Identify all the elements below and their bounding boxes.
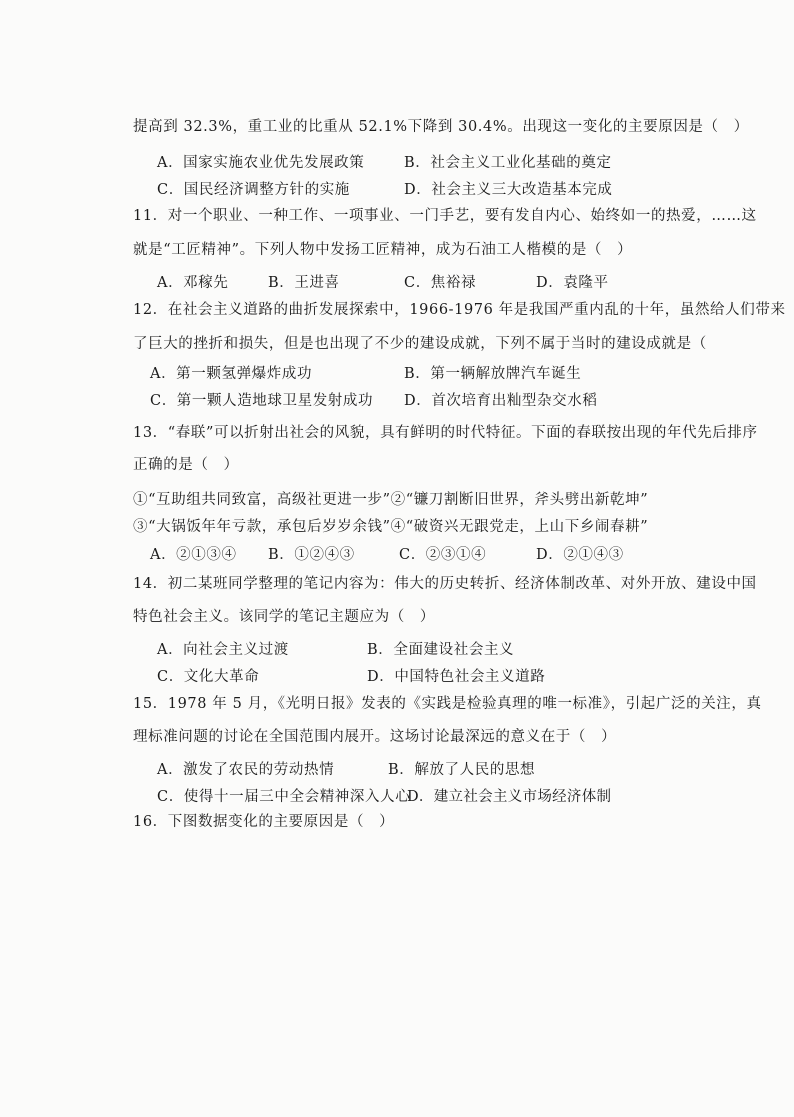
q10-option-d: D．社会主义三大改造基本完成: [404, 182, 613, 198]
q13-option-d: D．②①④③: [536, 547, 624, 563]
q13-line-1: 13．“春联”可以折射出社会的风貌，具有鲜明的时代特征。下面的春联按出现的年代先后排序: [133, 425, 758, 441]
q16-line-1: 16．下图数据变化的主要原因是（ ）: [133, 814, 395, 830]
q15-option-b: B．解放了人民的思想: [388, 762, 536, 778]
q12-line-1: 12．在社会主义道路的曲折发展探索中，1966-1976 年是我国严重内乱的十年，虽然给人们带来: [133, 302, 786, 318]
q14-line-2: 特色社会主义。该同学的笔记主题应为（ ）: [133, 609, 435, 625]
q13-couplets-1: ①“互助组共同致富，高级社更进一步”②“镰刀割断旧世界，斧头劈出新乾坤”: [133, 492, 649, 508]
q11-line-1: 11．对一个职业、一种工作、一项事业、一门手艺，要有发自内心、始终如一的热爱，……这: [133, 208, 757, 224]
q14-line-1: 14．初二某班同学整理的笔记内容为：伟大的历史转折、经济体制改革、对外开放、建设中国: [133, 576, 757, 592]
q11-option-b: B．王进喜: [268, 275, 340, 291]
q11-option-c: C．焦裕禄: [404, 275, 477, 291]
q14-option-b: B．全面建设社会主义: [367, 642, 515, 658]
q15-option-a: A．激发了农民的劳动热情: [157, 762, 335, 778]
q13-option-c: C．②③①④: [399, 547, 487, 563]
q12-option-c: C．第一颗人造地球卫星发射成功: [150, 393, 374, 409]
q15-option-d: D．建立社会主义市场经济体制: [407, 789, 612, 805]
q14-option-a: A．向社会主义过渡: [157, 642, 289, 658]
q10-stem-tail: 提高到 32.3%，重工业的比重从 52.1%下降到 30.4%。出现这一变化的主要原因是（ ）: [133, 119, 749, 135]
q12-option-b: B．第一辆解放牌汽车诞生: [404, 366, 582, 382]
q15-option-c: C．使得十一届三中全会精神深入人心: [157, 789, 411, 805]
q11-option-d: D．袁隆平: [536, 275, 609, 291]
q12-option-a: A．第一颗氢弹爆炸成功: [150, 366, 313, 382]
q14-option-c: C．文化大革命: [157, 669, 260, 685]
q15-line-2: 理标准问题的讨论在全国范围内展开。这场讨论最深远的意义在于（ ）: [133, 729, 617, 745]
q11-option-a: A．邓稼先: [157, 275, 229, 291]
q10-option-c: C．国民经济调整方针的实施: [157, 182, 350, 198]
q13-option-b: B．①②④③: [268, 547, 355, 563]
q10-option-b: B．社会主义工业化基础的奠定: [404, 155, 612, 171]
q12-option-d: D．首次培育出籼型杂交水稻: [404, 393, 598, 409]
q13-couplets-2: ③“大锅饭年年亏款，承包后岁岁余钱”④“破资兴无跟党走，上山下乡闹春耕”: [133, 519, 649, 535]
q15-line-1: 15．1978 年 5 月，《光明日报》发表的《实践是检验真理的唯一标准》，引起广泛的关注，真: [133, 696, 762, 712]
q10-option-a: A．国家实施农业优先发展政策: [157, 155, 365, 171]
q12-line-2: 了巨大的挫折和损失，但是也出现了不少的建设成就，下列不属于当时的建设成就是（: [133, 336, 707, 352]
q11-line-2: 就是“工匠精神”。下列人物中发扬工匠精神，成为石油工人楷模的是（ ）: [133, 242, 633, 258]
q14-option-d: D．中国特色社会主义道路: [367, 669, 546, 685]
q13-line-2: 正确的是（ ）: [133, 457, 239, 473]
q13-option-a: A．②①③④: [150, 547, 237, 563]
